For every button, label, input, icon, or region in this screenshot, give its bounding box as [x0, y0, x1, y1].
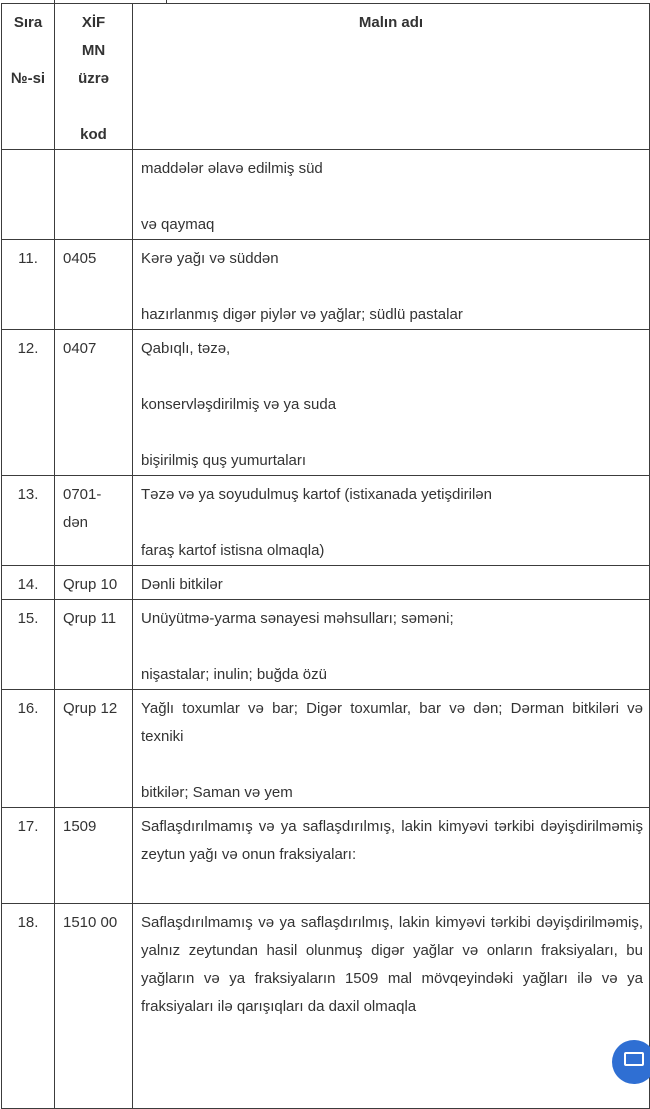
table-row [2, 904, 650, 1109]
row-code: Qrup 11 [55, 600, 133, 690]
row-number: 12. [2, 330, 55, 476]
name-line: hazırlanmış digər piylər və yağlar; südlü pastalar [141, 306, 463, 323]
name-line: Kərə yağı və süddən [141, 250, 279, 267]
header-code-line-2: MN [81, 42, 106, 59]
row-number: 18. [2, 904, 55, 1109]
row-product-name [133, 150, 650, 240]
row-number: 17. [2, 808, 55, 904]
header-no-line-1: Sıra [13, 14, 43, 31]
header-product-name [133, 4, 650, 150]
table-row [2, 808, 650, 904]
table-row [2, 476, 650, 566]
row-product-name [133, 240, 650, 330]
row-code [55, 150, 133, 240]
row-code: 0405 [55, 240, 133, 330]
name-line: Saflaşdırılmamış və ya saflaşdırılmış, lakin kimyəvi tərkibi dəyişdirilməmiş zeytun yağı və onun fraksiyaları: [141, 818, 643, 863]
table-row [2, 150, 650, 240]
name-line: faraş kartof istisna olmaqla) [141, 542, 325, 559]
header-row-number [2, 4, 55, 150]
row-code: Qrup 12 [55, 690, 133, 808]
name-line: Təzə və ya soyudulmuş kartof (istixanada yetişdirilən [141, 486, 492, 503]
goods-table [1, 3, 650, 1109]
row-number: 16. [2, 690, 55, 808]
name-line: bişirilmiş quş yumurtaları [141, 452, 307, 469]
row-code: 1510 00 [55, 904, 133, 1109]
row-product-name [133, 330, 650, 476]
chat-widget-button[interactable] [612, 1040, 650, 1084]
row-code: 0407 [55, 330, 133, 476]
name-line: konservləşdirilmiş və ya suda [141, 396, 337, 413]
row-product-name [133, 904, 650, 1109]
name-line: Yağlı toxumlar və bar; Digər toxumlar, bar və dən; Dərman bitkiləri və texniki [141, 700, 643, 745]
table-row [2, 240, 650, 330]
row-product-name [133, 690, 650, 808]
row-number: 11. [2, 240, 55, 330]
table-row [2, 600, 650, 690]
name-line: maddələr əlavə edilmiş süd [141, 160, 323, 177]
name-line: Saflaşdırılmamış və ya saflaşdırılmış, lakin kimyəvi tərkibi dəyişdirilməmiş, yalnız zeytundan hasil olunmuş digər yağlar və onların fraksiyaları, bu yağların və ya fraksiyaların 1509 mal mövqeyindəki yağları ilə və ya fraksiyaları ilə qarışıqları da daxil olmaqla [141, 914, 643, 1015]
name-line: bitkilər; Saman və yem [141, 784, 293, 801]
header-code [55, 4, 133, 150]
row-number: 14. [2, 566, 55, 600]
row-product-name [133, 476, 650, 566]
row-code: Qrup 10 [55, 566, 133, 600]
row-number: 13. [2, 476, 55, 566]
name-line: və qaymaq [141, 216, 215, 233]
row-code: 0701-dən [55, 476, 133, 566]
header-code-line-1: XİF [81, 14, 106, 31]
row-product-name [133, 600, 650, 690]
name-line: Unüyütmə-yarma sənayesi məhsulları; səməni; [141, 610, 454, 627]
table-row [2, 566, 650, 600]
row-number [2, 150, 55, 240]
header-name-text: Malın adı [358, 14, 424, 31]
header-no-line-2: №-si [10, 70, 46, 87]
table-row [2, 330, 650, 476]
table-header-row [2, 4, 650, 150]
name-line: Dənli bitkilər [141, 576, 223, 593]
row-number: 15. [2, 600, 55, 690]
header-code-line-3: üzrə [78, 70, 109, 87]
row-code: 1509 [55, 808, 133, 904]
name-line: nişastalar; inulin; buğda özü [141, 666, 327, 683]
name-line: Qabıqlı, təzə, [141, 340, 231, 357]
row-product-name [133, 808, 650, 904]
table-row [2, 690, 650, 808]
header-code-line-4: kod [80, 126, 107, 143]
row-product-name [133, 566, 650, 600]
